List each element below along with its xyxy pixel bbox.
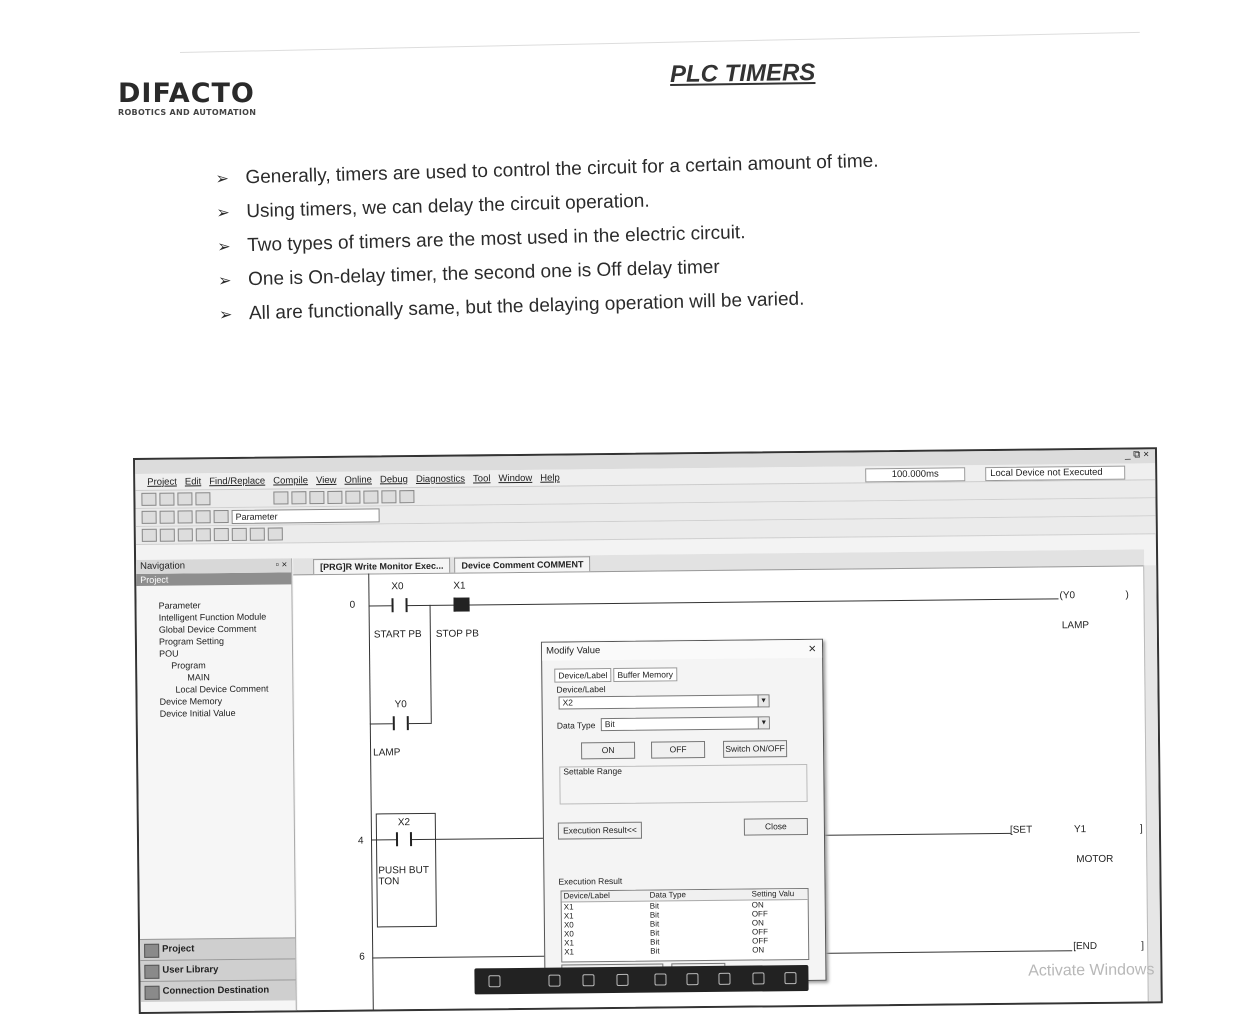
column-header[interactable]: Setting Valu xyxy=(751,889,795,899)
record-icon[interactable] xyxy=(488,975,500,987)
end-instruction: [END xyxy=(1073,940,1098,953)
comment-icon[interactable] xyxy=(268,527,283,540)
connection-icon xyxy=(145,986,160,1000)
contact-comment: LAMP xyxy=(373,747,401,759)
scan-time-display: 100.000ms xyxy=(865,467,965,482)
line-icon[interactable] xyxy=(232,528,247,541)
nav-button-label: User Library xyxy=(162,964,219,976)
menu-window[interactable]: Window xyxy=(498,472,533,484)
page-title: PLC TIMERS xyxy=(669,58,816,89)
tree-item-main[interactable]: MAIN xyxy=(187,672,210,683)
step-number: 4 xyxy=(357,835,364,847)
bullet-text: One is On-delay timer, the second one is Off delay timer xyxy=(247,256,720,291)
contact-x0[interactable] xyxy=(391,598,407,612)
tab-device-comment[interactable]: Device Comment COMMENT xyxy=(454,556,590,572)
arrow-bullet-icon: ➢ xyxy=(218,306,233,324)
cell-device: X0 xyxy=(563,929,574,939)
monitor-icon[interactable] xyxy=(160,511,175,524)
cell-type: Bit xyxy=(650,946,660,956)
device-label-value: X2 xyxy=(562,697,574,708)
tree-item-device-memory[interactable]: Device Memory xyxy=(159,696,223,707)
tree-item-pou[interactable]: POU xyxy=(158,648,179,659)
ladder-tool-icon[interactable] xyxy=(363,490,378,503)
save-icon[interactable] xyxy=(177,492,192,505)
bullet-text: Generally, timers are used to control the circuit for a certain amount of time. xyxy=(245,150,879,189)
undo-icon[interactable] xyxy=(327,491,342,504)
cell-device: X1 xyxy=(564,938,574,948)
network-icon[interactable] xyxy=(196,510,211,523)
tree-item-program-setting[interactable]: Program Setting xyxy=(158,636,225,647)
arrow-bullet-icon: ➢ xyxy=(215,170,230,188)
set-device: Y1 xyxy=(1073,824,1087,836)
project-icon xyxy=(144,944,159,958)
cell-device: X1 xyxy=(564,947,575,957)
copy-icon[interactable] xyxy=(291,491,306,504)
device-label: X1 xyxy=(453,580,466,592)
software-screenshot xyxy=(133,447,1163,1014)
dialog-title: Modify Value xyxy=(545,645,601,657)
project-icon[interactable] xyxy=(142,511,157,524)
tree-item-global-device-comment[interactable]: Global Device Comment xyxy=(158,623,257,635)
window-icon[interactable] xyxy=(178,510,193,523)
parameter-select[interactable]: Parameter xyxy=(232,508,380,524)
arrow-bullet-icon: ➢ xyxy=(217,238,231,256)
tree-item-intelligent-function-module[interactable]: Intelligent Function Module xyxy=(158,611,267,623)
cell-value: ON xyxy=(752,945,765,955)
navigation-pane xyxy=(136,558,297,1012)
device-label: X2 xyxy=(397,817,411,829)
arrow-bullet-icon: ➢ xyxy=(217,272,232,290)
ladder-tool-icon[interactable] xyxy=(381,490,396,503)
comment-icon[interactable] xyxy=(250,528,265,541)
microphone-icon[interactable] xyxy=(582,974,594,986)
dropdown-arrow-icon[interactable]: ▼ xyxy=(758,695,769,706)
cell-device: X1 xyxy=(563,911,574,921)
step-number: 0 xyxy=(349,599,356,611)
settable-range-caption: Settable Range xyxy=(563,765,622,777)
open-icon[interactable] xyxy=(159,493,174,506)
project-section-header: Project xyxy=(136,572,291,586)
close-button[interactable]: Close xyxy=(744,818,808,836)
device-label-caption: Device/Label xyxy=(556,684,606,695)
bullet-text: All are functionally same, but the delaying operation will be varied. xyxy=(248,288,805,325)
navigation-buttons xyxy=(140,937,296,1002)
tree-item-device-initial-value[interactable]: Device Initial Value xyxy=(159,707,236,719)
paste-icon[interactable] xyxy=(309,491,324,504)
cell-type: Bit xyxy=(650,937,660,947)
cut-icon[interactable] xyxy=(273,491,288,504)
instruction-icon[interactable] xyxy=(196,528,211,541)
contact-comment: PUSH BUT TON xyxy=(378,864,429,888)
device-label: X0 xyxy=(391,581,404,593)
contact-comment: STOP PB xyxy=(435,628,479,640)
instruction-comment: MOTOR xyxy=(1076,853,1114,866)
bullet-text: Using timers, we can delay the circuit operation. xyxy=(246,190,650,223)
device-label: Y0 xyxy=(394,699,407,711)
instruction-bracket: ] xyxy=(1141,940,1145,952)
company-logo xyxy=(118,80,308,120)
cell-device: X0 xyxy=(563,920,574,930)
ladder-tool-icon[interactable] xyxy=(399,490,414,503)
cell-type: Bit xyxy=(649,901,660,911)
tab-buffer-memory[interactable]: Buffer Memory xyxy=(613,667,677,682)
camera-icon[interactable] xyxy=(548,975,560,987)
cell-value: ON xyxy=(751,900,764,910)
coil-comment: LAMP xyxy=(1061,619,1090,632)
on-button[interactable]: ON xyxy=(581,742,635,760)
logo-wordmark: DIFACTO xyxy=(118,78,255,109)
menu-project[interactable]: Project xyxy=(147,476,177,488)
new-icon[interactable] xyxy=(141,493,156,506)
dialog-tabs xyxy=(554,666,822,683)
data-type-combo[interactable] xyxy=(601,716,770,731)
execution-result-button[interactable]: Execution Result<< xyxy=(558,822,642,840)
set-instruction[interactable]: [SET xyxy=(1009,824,1033,836)
coil-y0[interactable]: (Y0 xyxy=(1059,590,1076,602)
tree-item-local-device-comment[interactable]: Local Device Comment xyxy=(175,683,269,695)
coil-bracket: ) xyxy=(1125,589,1129,601)
tab-program[interactable]: [PRG]R Write Monitor Exec... xyxy=(313,558,451,574)
nav-button-project[interactable] xyxy=(140,937,295,960)
cell-value: OFF xyxy=(751,927,769,937)
contact-icon[interactable] xyxy=(160,529,175,542)
device-label-combo[interactable] xyxy=(559,694,770,709)
pin-close-icon[interactable]: ▫ × xyxy=(275,559,288,571)
arrow-bullet-icon: ➢ xyxy=(216,204,230,222)
contact-icon[interactable] xyxy=(142,529,157,542)
library-icon xyxy=(144,965,159,979)
header-rule xyxy=(180,32,1140,53)
dropdown-arrow-icon[interactable]: ▼ xyxy=(758,717,769,728)
switch-on-off-button[interactable]: Switch ON/OFF xyxy=(723,740,787,758)
menu-compile[interactable]: Compile xyxy=(273,474,309,487)
instruction-bracket: ] xyxy=(1139,823,1143,835)
cell-value: OFF xyxy=(751,909,768,919)
menu-diagnostics[interactable]: Diagnostics xyxy=(415,473,466,485)
modify-value-dialog xyxy=(541,639,827,984)
off-button[interactable]: OFF xyxy=(651,741,705,759)
navigation-title: Navigation xyxy=(140,560,186,572)
navigation-header xyxy=(136,558,291,574)
menu-online[interactable]: Online xyxy=(344,473,372,486)
cell-device: X1 xyxy=(563,902,574,912)
redo-icon[interactable] xyxy=(345,491,360,504)
lock-icon[interactable] xyxy=(686,973,698,985)
activation-watermark: Activate Windows xyxy=(1028,961,1155,980)
nav-button-label: Connection Destination xyxy=(162,984,270,997)
cell-type: Bit xyxy=(649,919,660,929)
menu-debug[interactable]: Debug xyxy=(379,473,408,485)
menu-edit[interactable]: Edit xyxy=(184,475,202,487)
dialog-titlebar xyxy=(542,640,822,661)
branch-wire xyxy=(430,605,432,723)
coil-icon[interactable] xyxy=(178,528,193,541)
nav-button-user-library[interactable] xyxy=(140,958,295,981)
project-tree xyxy=(136,584,292,720)
contact-x2[interactable] xyxy=(396,832,412,846)
print-icon[interactable] xyxy=(195,492,210,505)
execution-result-table xyxy=(561,888,810,963)
window-controls[interactable]: _ ⧉ × xyxy=(1124,449,1150,461)
device-status-display: Local Device not Executed xyxy=(985,466,1125,481)
step-number: 6 xyxy=(359,951,365,963)
tree-item-parameter[interactable]: Parameter xyxy=(158,600,201,611)
help-icon[interactable] xyxy=(214,510,229,523)
column-header[interactable]: Device/Label xyxy=(563,891,610,901)
bullet-text: Two types of timers are the most used in the electric circuit. xyxy=(246,222,746,257)
stop-icon[interactable] xyxy=(784,972,796,984)
column-header[interactable]: Data Type xyxy=(649,890,686,900)
cell-type: Bit xyxy=(649,928,660,938)
circle-icon[interactable] xyxy=(718,973,730,985)
tree-item-program[interactable]: Program xyxy=(171,660,206,671)
data-type-value: Bit xyxy=(604,718,615,730)
tab-device-label[interactable]: Device/Label xyxy=(554,668,611,683)
data-type-caption: Data Type xyxy=(556,720,596,731)
cell-type: Bit xyxy=(649,910,660,920)
settings-icon[interactable] xyxy=(752,972,764,984)
more-icon[interactable] xyxy=(654,973,666,985)
menu-tool[interactable]: Tool xyxy=(472,472,491,484)
cell-value: ON xyxy=(751,918,764,928)
floating-taskbar xyxy=(474,965,808,994)
cell-value: OFF xyxy=(752,936,769,946)
menu-help[interactable]: Help xyxy=(540,472,560,484)
contact-y0[interactable] xyxy=(393,716,409,730)
contact-x1-nc[interactable] xyxy=(453,597,469,611)
line-icon[interactable] xyxy=(214,528,229,541)
table-row[interactable] xyxy=(562,945,808,957)
execution-result-caption: Execution Result xyxy=(558,875,623,887)
screen-icon[interactable] xyxy=(616,974,628,986)
nav-button-label: Project xyxy=(162,943,195,955)
nav-button-connection-destination[interactable] xyxy=(140,979,295,1002)
logo-tagline: ROBOTICS AND AUTOMATION xyxy=(118,108,257,117)
rung-wire xyxy=(369,598,1059,606)
bullet-list xyxy=(215,141,1039,332)
close-icon[interactable]: × xyxy=(808,640,817,656)
menu-find-replace[interactable]: Find/Replace xyxy=(209,475,266,487)
contact-comment: START PB xyxy=(373,628,422,641)
menu-view[interactable]: View xyxy=(315,474,337,486)
